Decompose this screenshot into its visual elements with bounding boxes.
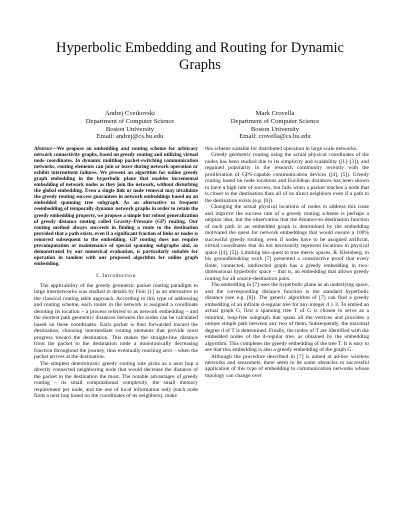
author-affiliation: Boston University [105,125,155,133]
author-name: Andrej Cvetkovski [105,110,155,117]
left-column [34,146,198,400]
paragraph: The applicability of the greedy geometric packet routing paradigm to large internetworks was studied in details by Finn [1] as an alternative to the classical routing table approach. According to this type of addressing and routing scheme, each router in the network is assigned a coordinate denoting its location – a process referred to as network embedding – and the shortest path geometric distances between the nodes can be calculated based on these coordinates. Each packet is then forwarded toward the destination, choosing intermediate routing elements that provide most progress toward the destination. This makes the straight-line distance from the packet to the destination node a monotonically decreasing function throughout the journey, thus eventually reaching zero – when the packet arrives at the destination. [34,282,198,361]
abstract-label: Abstract [34,146,52,152]
right-column [205,146,369,379]
paragraph: The embedding in [7] uses the hyperbolic plane as an underlying space, and the corresponding distance function is the standard hyperbolic distance (see e.g. [8]). The generic algorithm of [7] can find a greedy embedding of an infinite d-regular tree for any integer d ≥ 3. To embed an actual graph G, first a spanning tree T of G is chosen to serve as a minimal, loop-free subgraph that spans all the vertices and provides a unique simple path between any two of them. Subsequently, the maximal degree d of T is determined. Finally, the nodes of T are identified with the embedded nodes of the d-regular tree, as obtained by the embedding algorithm. This completes the greedy embedding of the tree T. It is easy to see that this embedding is also a greedy embedding of the graph G. [205,282,369,354]
paragraph: Greedy geometric routing using the actual physical coordinates of the nodes has been studied due to its simplicity and scalability ([1]–[3]), and regained popularity in the research community recently with the proliferation of GPS-capable communication devices ([4], [5]). Greedy routing based on node locations and Euclidean distances has been shown to have a high rate of success, but fails when a packet reaches a node that is closer to the destination than all of its direct neighbors even if a path to the destination exists (e.g. [6]). [205,152,369,204]
paragraph: The simplest deterministic greedy routing rule picks as a next hop a directly connected neighboring node that would decrease the distance of the packet to the destination the most. The notable advantages of greedy routing – its small computational complexity, the small memory requirement per node, and the use of local information only (each node finds a next hop based on the coordinates of its neighbors), make [34,360,198,400]
author-email: Email: crovella@cs.bu.edu [239,133,311,141]
abstract-text: —We propose an embedding and routing scheme for arbitrary network connectivity graphs, based on greedy routing and utilizing virtual node coordinates. In dynamic multihop packet-switching communication networks, routing elements can join or leave during network operation or exhibit intermittent failures. We present an algorithm for online greedy graph embedding in the hyperbolic plane that enables incremental embedding of network nodes as they join the network, without disturbing the global embedding. Even a single link or node removal may invalidate the greedy routing success guarantees in network embeddings based on an embedded spanning tree subgraph. As an alternative to frequent reembedding of temporally dynamic network graphs in order to retain the greedy embedding property, we propose a simple but robust generalization of greedy distance routing called Gravity–Pressure (GP) routing. Our routing method always succeeds in finding a route to the destination provided that a path exists, even if a significant fraction of links or nodes is removed subsequent to the embedding. GP routing does not require precomputation or maintenance of special spanning subgraphs and, as demonstrated by our numerical evaluation, is particularly suitable for operation in tandem with our proposed algorithm for online graph embedding. [34,146,198,267]
paragraph: this scheme suitable for distributed operation in large scale networks. [205,146,358,152]
author-block-1 [50,110,210,141]
paragraph: Changing the actual physical locations of nodes to address this issue and improve the success rate of a greedy routing scheme is perhaps a utopian idea, but the observation that the distance-to-destination function of each path in an embedded graph is determined by the embedding motivated the quest for network embeddings that would ensure a 100% successful greedy routing, even if nodes have to be assigned artificial, virtual coordinates that do not necessarily represent locations in physical space ([4], [5]). Limiting this quest to true metric spaces, R. Kleinberg, in his groundbreaking work [7] presented a constructive proof that every finite, connected, undirected graph has a greedy embedding in two-dimensional hyperbolic space – that is, an embedding that allows greedy routing for all source-destination pairs. [205,204,369,282]
author-block-2 [195,110,355,141]
paper-title: Hyperbolic Embedding and Routing for Dynamic Graphs [56,40,344,73]
author-email: Email: andrej@cs.bu.edu [96,133,164,141]
author-dept: Department of Computer Science [230,117,320,125]
section-heading: I. Introduction [96,272,136,279]
author-name: Mark Crovella [255,110,295,117]
paragraph: Although the procedure described in [7] is aimed at ad-hoc wireless networks and sensornets, there seem to be some obstacles to successful application of this type of embedding to communication networks whose topology can change over [205,353,369,379]
author-dept: Department of Computer Science [85,117,175,125]
abstract [34,146,198,267]
author-affiliation: Boston University [250,125,300,133]
